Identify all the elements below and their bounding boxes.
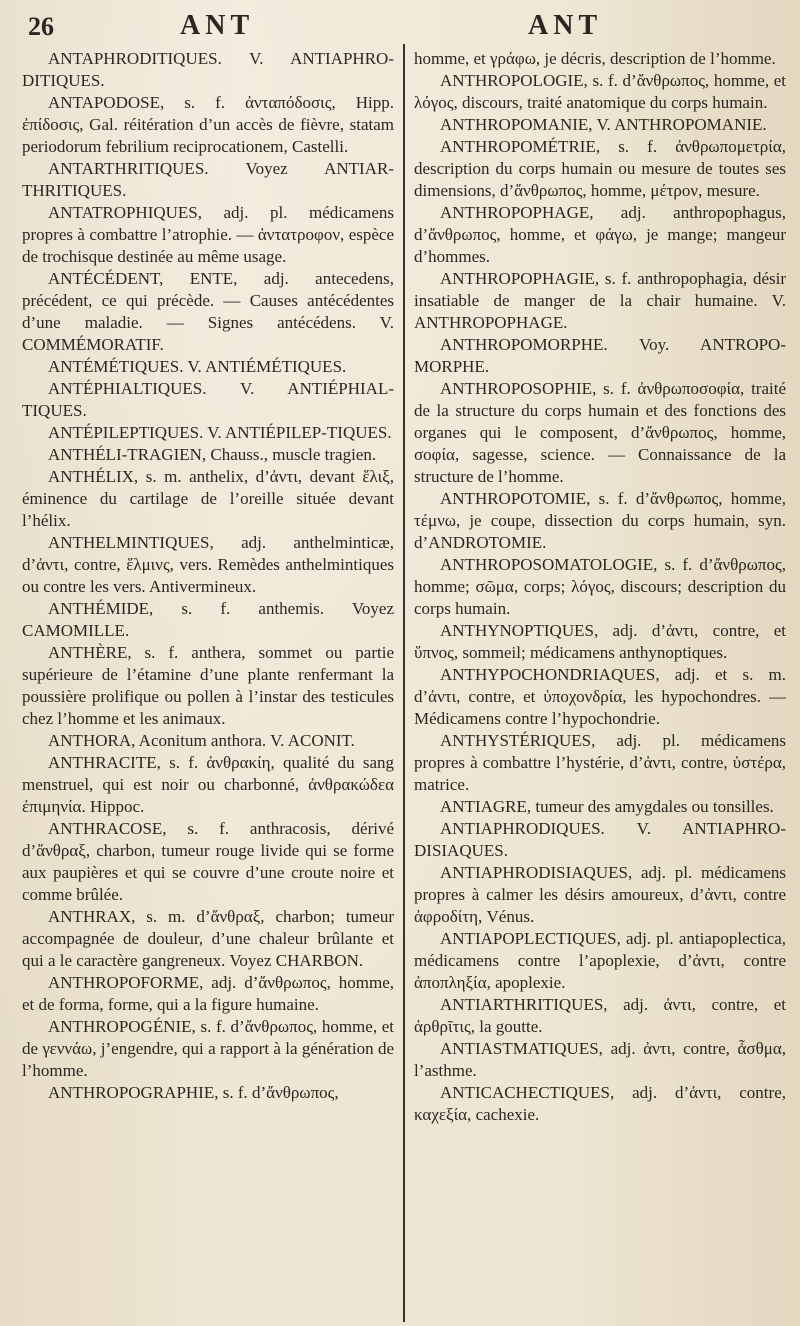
dictionary-entry: ANTIAPHRODIQUES. V. ANTIAPHRO-DISIAQUES. <box>414 819 786 860</box>
running-head-left: ANT <box>180 10 255 41</box>
dictionary-entry: ANTHYNOPTIQUES, adj. d’ἀντι, contre, et ὕπνος, sommeil; médicamens anthynoptiques. <box>414 621 786 662</box>
dictionary-entry: ANTHÈRE, s. f. anthera, sommet ou partie supérieure de l’étamine d’une plante renfermant la poussière prolifique ou pollen à l’instar des testicules chez l’homme et les animaux. <box>22 643 394 728</box>
dictionary-entry: ANTHROPOSOPHIE, s. f. ἀνθρωποσοφία, traité de la structure du corps humain et des fonctions des organes qui le composent, d’ἄνθρωπος, homme, σοφία, sagesse, science. — Connaissance de la structure de l’homme. <box>414 379 786 486</box>
dictionary-entry: ANTHYSTÉRIQUES, adj. pl. médicamens propres à combattre l’hystérie, d’ἀντι, contre, ὑστέρα, matrice. <box>414 731 786 794</box>
dictionary-entry: ANTÉPHIALTIQUES. V. ANTIÉPHIAL-TIQUES. <box>22 379 394 420</box>
dictionary-entry: ANTHRACITE, s. f. ἀνθρακίη, qualité du sang menstruel, qui est noir ou charbonné, ἀνθρακώδεα ἐπιμηνία. Hippoc. <box>22 753 394 816</box>
running-head-right: ANT <box>528 10 603 41</box>
dictionary-entry: ANTHROPOMORPHE. Voy. ANTROPO-MORPHE. <box>414 335 786 376</box>
page-header <box>0 8 800 44</box>
left-column <box>22 48 394 1104</box>
dictionary-entry: ANTHROPOSOMATOLOGIE, s. f. d’ἄνθρωπος, homme; σῶμα, corps; λόγος, discours; description du corps humain. <box>414 555 786 618</box>
dictionary-entry: ANTHROPOTOMIE, s. f. d’ἄνθρωπος, homme, τέμνω, je coupe, dissection du corps humain, syn. d’ANDROTOMIE. <box>414 489 786 552</box>
dictionary-entry: ANTIAPOPLECTIQUES, adj. pl. antiapoplectica, médicamens contre l’apoplexie, d’ἀντι, contre ἀποπληξία, apoplexie. <box>414 929 786 992</box>
dictionary-entry: ANTICACHECTIQUES, adj. d’ἀντι, contre, καχεξία, cachexie. <box>414 1083 786 1124</box>
dictionary-entry: ANTHRACOSE, s. f. anthracosis, dérivé d’ἄνθραξ, charbon, tumeur rouge livide qui se forme aux paupières et qui se couvre d’une croute noire et comme brûlée. <box>22 819 394 904</box>
dictionary-entry: ANTIASTMATIQUES, adj. ἀντι, contre, ἆσθμα, l’asthme. <box>414 1039 786 1080</box>
right-column <box>414 48 786 1126</box>
dictionary-entry: ANTHORA, Aconitum anthora. V. ACONIT. <box>48 731 355 750</box>
dictionary-entry: ANTHRAX, s. m. d’ἄνθραξ, charbon; tumeur accompagnée de douleur, d’une chaleur brûlante et qui a le caractère gangreneux. Voyez CHARBON. <box>22 907 394 970</box>
dictionary-entry: ANTÉCÉDENT, ENTE, adj. antecedens, précédent, ce qui précède. — Causes antécédentes d’une maladie. — Signes antécédens. V. COMMÉMORATIF. <box>22 269 394 354</box>
column-divider <box>403 44 405 1322</box>
dictionary-entry: ANTHROPOPHAGE, adj. anthropophagus, d’ἄνθρωπος, homme, et φάγω, je mange; mangeur d’hommes. <box>414 203 786 266</box>
dictionary-entry: ANTHÉLIX, s. m. anthelix, d’ἀντι, devant ἕλιξ, éminence du cartilage de l’oreille située devant l’hélix. <box>22 467 394 530</box>
dictionary-entry: ANTÉPILEPTIQUES. V. ANTIÉPILEP-TIQUES. <box>48 423 392 442</box>
dictionary-entry: ANTIARTHRITIQUES, adj. ἀντι, contre, et ἀρθρῖτις, la goutte. <box>414 995 786 1036</box>
dictionary-entry: ANTHÉMIDE, s. f. anthemis. Voyez CAMOMILLE. <box>22 599 394 640</box>
dictionary-entry: ANTIAPHRODISIAQUES, adj. pl. médicamens propres à calmer les désirs amoureux, d’ἀντι, contre ἀφροδίτη, Vénus. <box>414 863 786 926</box>
dictionary-entry: ANTHÉLI-TRAGIEN, Chauss., muscle tragien. <box>48 445 377 464</box>
dictionary-entry: ANTHROPOPHAGIE, s. f. anthropophagia, désir insatiable de manger de la chair humaine. V. ANTHROPOPHAGE. <box>414 269 786 332</box>
dictionary-entry: ANTARTHRITIQUES. Voyez ANTIAR-THRITIQUES. <box>22 159 394 200</box>
dictionary-entry: ANTHROPOGRAPHIE, s. f. d’ἄνθρωπος, <box>48 1083 339 1102</box>
page-number: 26 <box>28 12 54 41</box>
dictionary-entry: ANTHYPOCHONDRIAQUES, adj. et s. m. d’ἀντι, contre, et ὑποχονδρία, les hypochondres. — Médicamens contre l’hypochondrie. <box>414 665 786 728</box>
dictionary-entry: ANTIAGRE, tumeur des amygdales ou tonsilles. <box>440 797 774 816</box>
dictionary-entry: ANTHROPOGÉNIE, s. f. d’ἄνθρωπος, homme, et de γεννάω, j’engendre, qui a rapport à la génération de l’homme. <box>22 1017 394 1080</box>
dictionary-entry: ANTHROPOFORME, adj. d’ἄνθρωπος, homme, et de forma, forme, qui a la figure humaine. <box>22 973 394 1014</box>
dictionary-entry: ANTAPODOSE, s. f. ἀνταπόδοσις, Hipp. ἐπίδοσις, Gal. réitération d’un accès de fièvre, statam periodorum febrilium reciprocationem, Castelli. <box>22 93 394 156</box>
dictionary-entry: ANTHELMINTIQUES, adj. anthelminticæ, d’ἀντι, contre, ἕλμινς, vers. Remèdes anthelmintiques ou contre les vers. Antivermineux. <box>22 533 394 596</box>
dictionary-entry: ANTATROPHIQUES, adj. pl. médicamens propres à combattre l’atrophie. — ἀντατροφον, espèce de trochisque destinée au même usage. <box>22 203 394 266</box>
dictionary-entry: ANTHROPOLOGIE, s. f. d’ἄνθρωπος, homme, et λόγος, discours, traité anatomique du corps humain. <box>414 71 786 112</box>
dictionary-entry: ANTHROPOMANIE, V. ANTHROPOMANIE. <box>440 115 767 134</box>
dictionary-entry: ANTAPHRODITIQUES. V. ANTIAPHRO-DITIQUES. <box>22 49 394 90</box>
dictionary-entry-continuation: homme, et γράφω, je décris, description de l’homme. <box>414 49 776 68</box>
dictionary-entry: ANTHROPOMÉTRIE, s. f. ἀνθρωπομετρία, description du corps humain ou mesure de toutes ses dimensions, d’ἄνθρωπος, homme, μέτρον, mesure. <box>414 137 786 200</box>
dictionary-entry: ANTÉMÉTIQUES. V. ANTIÉMÉTIQUES. <box>48 357 347 376</box>
